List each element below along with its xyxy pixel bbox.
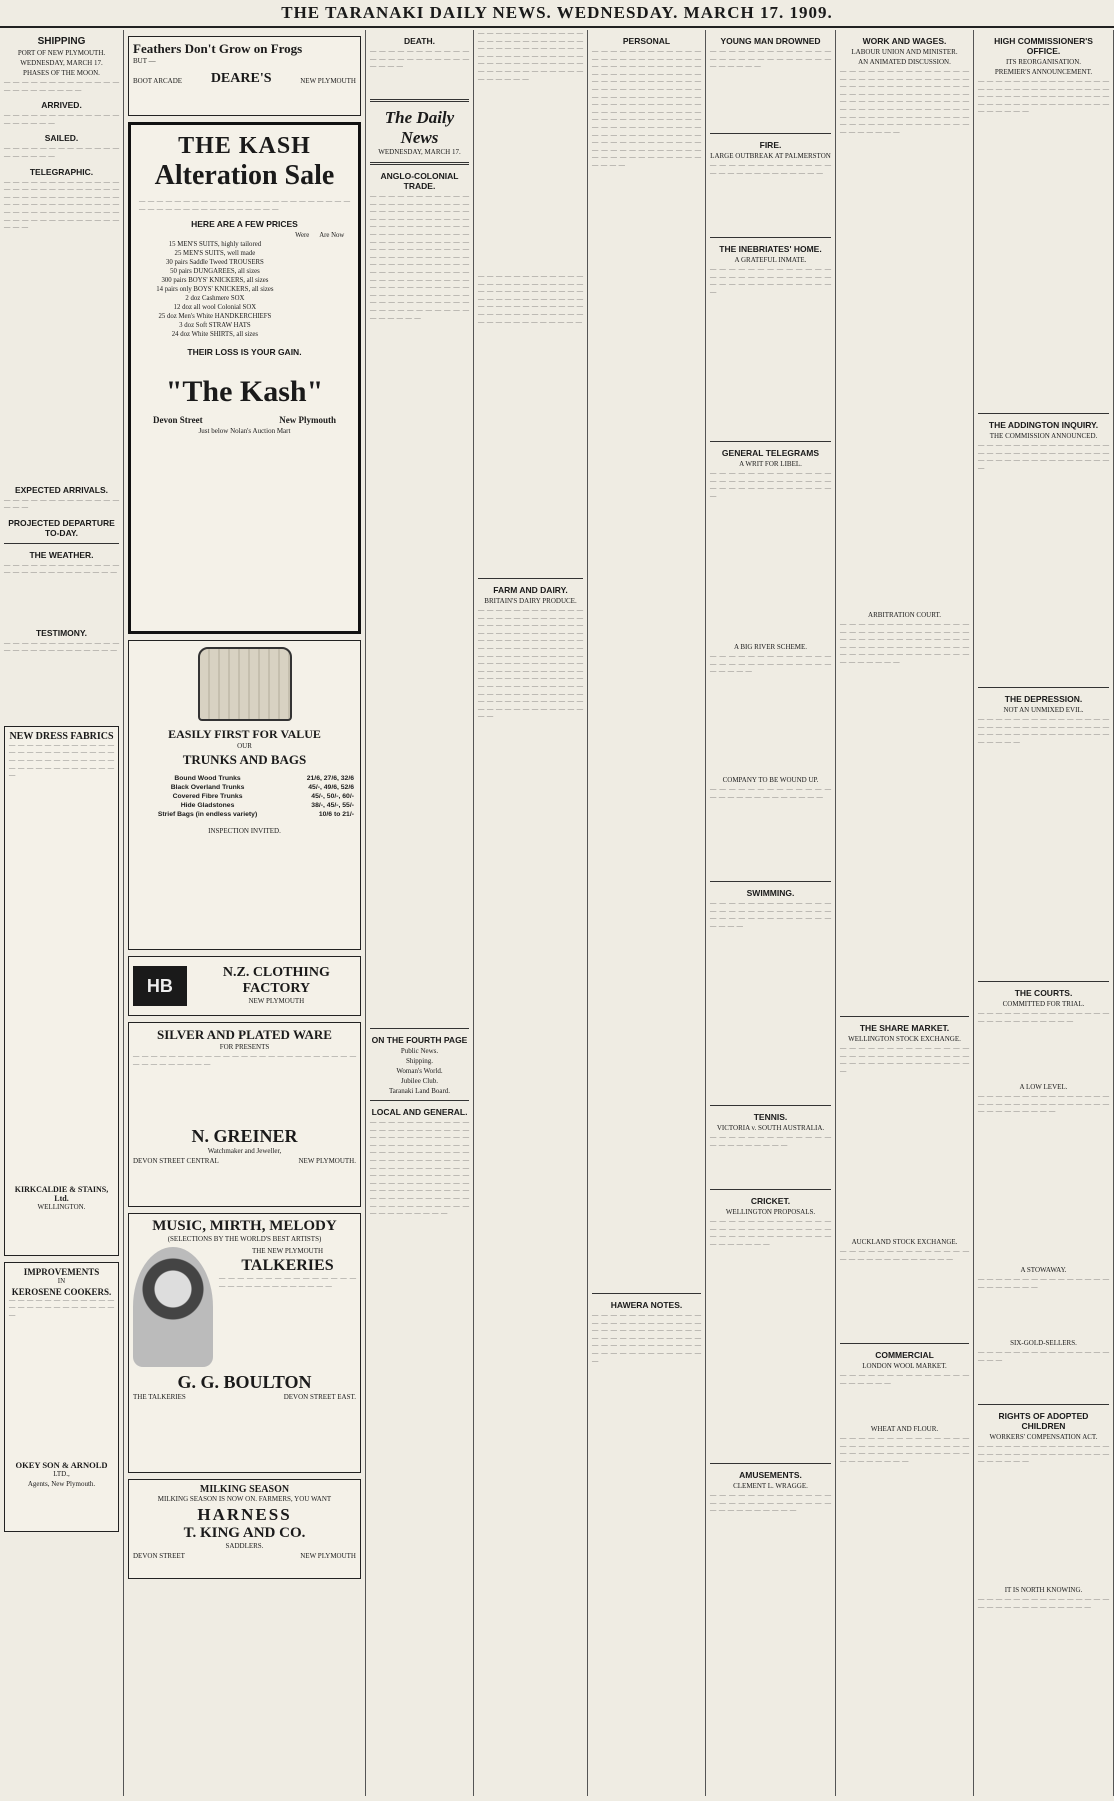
trunks-title-1: EASILY FIRST FOR VALUE xyxy=(168,727,321,741)
item: 2 doz Cashmere SOX xyxy=(185,295,245,303)
north-subheading: IT IS NORTH KNOWING. xyxy=(1004,1586,1083,1594)
stowaway-subheading: A STOWAWAY. xyxy=(1020,1266,1067,1274)
fire-heading: FIRE. xyxy=(759,140,782,150)
fire-subheading: LARGE OUTBREAK AT PALMERSTON xyxy=(710,152,831,160)
column-8 xyxy=(974,30,1114,1796)
trunk-name: Bound Wood Trunks xyxy=(174,775,241,782)
kash-title: THE KASH xyxy=(178,133,311,159)
body-text: — — — — — — — — — — — — — — — — — — — — — — xyxy=(978,1276,1109,1291)
boulton-name: G. G. BOULTON xyxy=(177,1372,312,1392)
item: 300 pairs BOYS' KNICKERS, all sizes xyxy=(161,277,269,285)
greiner-town: NEW PLYMOUTH. xyxy=(298,1157,356,1165)
company-subheading: COMPANY TO BE WOUND UP. xyxy=(722,776,819,784)
body-text: — — — — — — — — — — — — — — — — — — — — — — xyxy=(4,79,119,94)
table-row xyxy=(133,783,356,792)
nz-clothing-ad xyxy=(128,956,361,1016)
body-text: — — — — — — — — — — — — — — — — — — — — — — — — — — — — — — — — — — — — — — — — — — — xyxy=(840,1045,969,1075)
general-heading: GENERAL TELEGRAMS xyxy=(721,448,820,458)
body-text: — — — — — — — — — — — — — — — — — — — — — — — — — — — xyxy=(840,1248,969,1263)
table-row xyxy=(133,774,356,783)
tennis-subheading: VICTORIA v. SOUTH AUSTRALIA. xyxy=(716,1124,825,1132)
table-row xyxy=(133,810,356,819)
frogs-but: BUT — xyxy=(133,57,156,65)
were-header: Were xyxy=(295,232,310,240)
inebriates-subheading: A GRATEFUL INMATE. xyxy=(734,256,807,264)
kash-street: Devon Street xyxy=(153,415,203,426)
table-row xyxy=(139,312,350,321)
silver-ad xyxy=(128,1022,361,1207)
dress-heading: NEW DRESS FABRICS xyxy=(9,730,114,742)
work-heading: WORK AND WAGES. xyxy=(862,36,947,46)
moon-subheading: PHASES OF THE MOON. xyxy=(23,69,100,77)
column-7 xyxy=(836,30,974,1796)
music-talkeries: TALKERIES xyxy=(241,1257,334,1274)
arbitration-subheading: ARBITRATION COURT. xyxy=(868,611,941,619)
kero-heading-3: KEROSENE COOKERS. xyxy=(11,1286,112,1297)
greiner-name: N. GREINER xyxy=(191,1126,298,1146)
dress-fabrics-ad xyxy=(4,726,119,1256)
boulton-right: DEVON STREET EAST. xyxy=(283,1393,356,1401)
item: 30 pairs Saddle Tweed TROUSERS xyxy=(166,259,264,267)
table-row xyxy=(133,801,356,810)
body-text: — — — — — — — — — — — — — — — — — — — — — — — — — — — — — — — — — — — — — — — — — — — — — — — — — — — — — — — — — — — — — — — — — — — — — — — — — — — — — — — — — — — — — — — — — — — — — — — — — — — — — — — — — — — — — — — — — — — — — — — xyxy=(840,68,969,136)
anglo-heading: ANGLO-COLONIAL TRADE. xyxy=(380,171,459,191)
body-text: — — — — — — — — — — — — — — — — — — — — — — — — — — xyxy=(370,48,469,71)
body-text: — — — — — — — — — — — — — — — — — — — — — — — — — — — — — — — — — — — — — — — — — — — — — — — — — — — — — — — — — — — — — — — — — — — — — — — — — — — — — — — — — — — — — — — — — — — — — — — — — — — — — — — — — — — — — — — — — — — — — — — — — — — — — — — — — — — — — — — — — — — — — — — — — — — — — — — — — — — — — — — — — — — — — — — — — — — — — — — — — — — — — — — — xyxy=(592,48,701,169)
workers-subheading: WORKERS' COMPENSATION ACT. xyxy=(989,1433,1098,1441)
now-header: Are Now xyxy=(319,232,345,240)
body-text: — — — — — — — — — — — — — — — — xyxy=(4,496,119,512)
body-text: — — — — — — — — — — — — — — — — — — — — — — — — — — — — — — — — — — — — — — — — — — — — — — — — — — — — — — — — — — — — — — — — — — — — — — — — — — — — — — — — — — — — — — — — — — — — — — — — — — — — — — — — — — — — — — — — — — — — — — — — — — — — — — — — — — — — — — — — — — — — — — — — — — — — — — — — — — — — — — — — — — — — — — — — — — — — — — — — — — — — — — xyxy=(370,193,469,322)
kash-alteration: Alteration Sale xyxy=(154,160,335,191)
item: 12 doz all wool Colonial SOX xyxy=(173,304,257,312)
music-t3: THE NEW PLYMOUTH xyxy=(251,1247,324,1255)
fourth-item: Shipping. xyxy=(405,1057,434,1065)
body-text: — — — — — — — — — — — — — — — — — — — — — — — — — — — — — — — — — — — — — — — — — — — — — — — — — — — — — — — — — — — — — — — — — — — — — — — — — xyxy=(592,1312,701,1365)
silver-sub: FOR PRESENTS xyxy=(219,1043,270,1051)
body-text: — — — — — — — — — — — — — — — — — — — — — — — — — — — — — — — — — — — — xyxy=(710,1492,831,1515)
big-river-subheading: A BIG RIVER SCHEME. xyxy=(733,643,808,651)
expected-heading: EXPECTED ARRIVALS. xyxy=(14,484,109,495)
body-text: — — — — — — — — — — — — — — — — — — — — — — — — — — — — — — — — — — — — — — — — — — — — — — xyxy=(978,442,1109,472)
item: 25 doz Men's White HANDKERCHIEFS xyxy=(158,313,272,321)
kash-town: New Plymouth xyxy=(279,415,336,426)
boulton-left: THE TALKERIES xyxy=(133,1393,186,1401)
wheat-subheading: WHEAT AND FLOUR. xyxy=(870,1425,939,1433)
column-4 xyxy=(474,30,588,1796)
inebriates-heading: THE INEBRIATES' HOME. xyxy=(719,244,822,254)
table-row xyxy=(139,321,350,330)
wragge-subheading: CLEMENT L. WRAGGE. xyxy=(733,1482,808,1490)
daily-news-title: The Daily News xyxy=(384,108,455,147)
body-text: — — — — — — — — — — — — — — — — — — — — — — — — — — — — — — — — — — — — — — — — — — — — — — — — — — xyxy=(840,1435,969,1465)
body-text: — — — — — — — — — — — — — — — — — — — — — — — — — — — — — — — — — — — — — — — — — — — — — — — — — — — — — — — — — — — — — — — — — — — — — — — — — — — — — — — — — xyxy=(4,178,119,232)
frogs-brand: DEARE'S xyxy=(210,71,272,86)
trunks-title-2: OUR xyxy=(237,742,252,750)
fourth-item: Public News. xyxy=(400,1047,439,1055)
kash-prices-heading: HERE ARE A FEW PRICES xyxy=(191,219,298,230)
body-text: — — — — — — — — — — — — — — — — — — — — — — — — — — — — xyxy=(219,1275,356,1290)
fourth-item: Woman's World. xyxy=(396,1067,443,1075)
milk-sub: MILKING SEASON IS NOW ON. FARMERS, YOU WANT xyxy=(157,1495,332,1503)
kash-price-table xyxy=(139,231,350,339)
body-text: — — — — — — — — — — — — — — — — — — — — — — — — — — — — — — — — — — — — — — — — — — — — — — xyxy=(710,1218,831,1248)
sixgold-subheading: SIX-GOLD-SELLERS. xyxy=(1010,1339,1077,1347)
king-trade: SADDLERS. xyxy=(225,1542,264,1550)
tennis-heading: TENNIS. xyxy=(753,1112,788,1122)
trunk-name: Black Overland Trunks xyxy=(170,784,245,791)
hc-sub-2: PREMIER'S ANNOUNCEMENT. xyxy=(994,68,1093,76)
depression-heading: THE DEPRESSION. xyxy=(1004,694,1083,704)
commercial-heading: COMMERCIAL xyxy=(875,1350,934,1360)
table-row xyxy=(139,249,350,258)
trunk-name: Hide Gladstones xyxy=(180,802,235,809)
trunk-name: Covered Fibre Trunks xyxy=(172,793,243,800)
dress-footer: KIRKCALDIE & STAINS, Ltd. xyxy=(14,1184,109,1203)
body-text: — — — — — — — — — — — — — — — — — — — — — — — — — — — — — — — — xyxy=(710,48,831,71)
body-text: — — — — — — — — — — — — — — — — — — — — — — — — — — xyxy=(4,561,119,577)
kash-loss: THEIR LOSS IS YOUR GAIN. xyxy=(187,347,302,358)
swimming-heading: SWIMMING. xyxy=(746,888,795,898)
body-text: — — — — — — — — — — — — — — — — — — — — — — — — — — — — — — — — — — — — — — — — xyxy=(710,470,831,500)
rights-heading: RIGHTS OF ADOPTED CHILDREN xyxy=(998,1411,1089,1431)
trunk-price: 45/-, 49/6, 52/6 xyxy=(308,784,354,791)
body-text: — — — — — — — — — — — — — — — — — — — — — — — — — xyxy=(9,1296,114,1319)
cricket-heading: CRICKET. xyxy=(750,1196,791,1206)
body-text: — — — — — — — — — — — — — — — — — — — — — — — — — — — — — — — — — — — — — — — — xyxy=(139,198,350,213)
table-row xyxy=(139,240,350,249)
trunk-price: 38/-, 45/-, 55/- xyxy=(311,802,354,809)
column-2 xyxy=(124,30,366,1796)
labour-sub-2: AN ANIMATED DISCUSSION. xyxy=(858,58,951,66)
frogs-right: NEW PLYMOUTH xyxy=(300,77,356,85)
share-heading: THE SHARE MARKET. xyxy=(859,1023,950,1033)
body-text: — — — — — — — — — — — — — — — — — — — — — — — — — — — — — — — — — — — — — — — xyxy=(978,1093,1109,1116)
trunk-price: 21/6, 27/6, 32/6 xyxy=(306,775,354,782)
kero-footer-3: Agents, New Plymouth. xyxy=(27,1479,96,1488)
trunks-ad xyxy=(128,640,361,950)
depression-subheading: NOT AN UNMIXED EVIL. xyxy=(1003,706,1084,714)
body-text: — — — — — — — — — — — — — — — — — — — — — — — — — — xyxy=(4,639,119,655)
general-subheading: A WRIT FOR LIBEL. xyxy=(739,460,802,468)
table-row xyxy=(139,303,350,312)
body-text: — — — — — — — — — — — — — — — — — — — — — — — — — — — — — — — — — — — — — — — — — — — — — — — — — — xyxy=(978,716,1109,746)
king-name: T. KING AND CO. xyxy=(183,1525,306,1541)
body-text: — — — — — — — — — — — — — — — — — — xyxy=(978,1349,1109,1364)
silver-title: SILVER AND PLATED WARE xyxy=(157,1027,332,1042)
music-sub: (SELECTIONS BY THE WORLD'S BEST ARTISTS) xyxy=(167,1235,322,1243)
body-text: — — — — — — — — — — — — — — — — — — — — — — — — — — xyxy=(710,162,831,177)
labour-subheading: LABOUR UNION AND MINISTER. xyxy=(851,48,958,56)
kero-heading-1: IMPROVEMENTS xyxy=(23,1266,100,1277)
kash-below: Just below Nolan's Auction Mart xyxy=(198,427,291,436)
body-text: — — — — — — — — — — — — — — — — — — — — xyxy=(840,1372,969,1387)
body-text: — — — — — — — — — — — — — — — — — — — xyxy=(4,112,119,127)
body-text: — — — — — — — — — — — — — — — — — — — — — — — — — — — — xyxy=(978,1596,1109,1611)
king-left: DEVON STREET xyxy=(133,1552,185,1560)
fourth-page-heading: ON THE FOURTH PAGE xyxy=(371,1035,468,1045)
telegraphic-heading: TELEGRAPHIC. xyxy=(29,166,94,177)
milking-ad xyxy=(128,1479,361,1579)
frogs-left: BOOT ARCADE xyxy=(133,77,183,85)
body-text: — — — — — — — — — — — — — — — — — — — — — — — — — — — — — — — — — — — — — — — — — — — — — — — — — — — — — — — — — — — — — — — — — — xyxy=(978,78,1109,116)
table-row xyxy=(139,285,350,294)
body-text: — — — — — — — — — — — — — — — — — — — — — — — — — — — — — — — — — — — — — — — — — — — — — — — — — — — — — — — — — — — — — — — — — — — — — — — — — — — — — xyxy=(840,621,969,666)
item: 3 doz Soft STRAW HATS xyxy=(179,322,251,330)
table-row xyxy=(139,294,350,303)
lowlevel-subheading: A LOW LEVEL. xyxy=(1019,1083,1068,1091)
nz-title: N.Z. CLOTHING FACTORY xyxy=(222,965,330,996)
arrived-heading: ARRIVED. xyxy=(41,100,82,111)
body-text: — — — — — — — — — — — — — — — — — — — — — — — — — — — — — — — — — — — — — — — — — — — — — — — — — xyxy=(9,741,114,780)
item: 14 pairs only BOYS' KNICKERS, all sizes xyxy=(156,286,274,294)
projected-heading: PROJECTED DEPARTURE TO-DAY. xyxy=(8,517,115,538)
body-text: — — — — — — — — — — — — — — — — — — — — — — — — — — — — — — — — — — — — — — — — — — — — — — — — — — — — — — — — — — — — — — — — — — — — — — — — — — — — — — — — — — — — — — — — — — — — — — — — — — — — — — — — — — — — — — — — — — — — — — — — — — — — — — — — — — — — — — — — — — — — — xyxy=(370,1119,469,1218)
britain-subheading: BRITAIN'S DAIRY PRODUCE. xyxy=(484,597,577,605)
young-man-heading: YOUNG MAN DROWNED xyxy=(720,36,821,46)
body-text: — — — — — — — — — — — — — — — — — — — — — — — — — — — — — — — — — — — — — — — — — — — xyxy=(710,900,831,930)
table-row xyxy=(133,792,356,801)
date-subheading: WEDNESDAY, MARCH 17. xyxy=(20,59,103,67)
inspection: INSPECTION INVITED. xyxy=(208,827,281,835)
body-text: — — — — — — — — — — — — — — — — — — — — — — — — — — — — — — — — — — — — — — — — — — — — — — — — — — — — — — — — — — — — — — — — — — — — — — — — — — — — — — — — — — — — xyxy=(478,273,583,326)
wool-subheading: LONDON WOOL MARKET. xyxy=(862,1362,947,1370)
table-row xyxy=(139,330,350,339)
amusements-heading: AMUSEMENTS. xyxy=(739,1470,802,1480)
frogs-title: Feathers Don't Grow on Frogs xyxy=(133,41,303,56)
item: 24 doz White SHIRTS, all sizes xyxy=(171,331,259,339)
milk-harness: HARNESS xyxy=(197,1505,292,1524)
trunks-title-3: TRUNKS AND BAGS xyxy=(182,752,307,767)
trunks-table xyxy=(133,774,356,819)
farm-heading: FARM AND DAIRY. xyxy=(493,585,568,595)
column-1 xyxy=(0,30,124,1796)
table-row xyxy=(139,267,350,276)
addington-heading: THE ADDINGTON INQUIRY. xyxy=(988,420,1099,430)
shipping-heading: SHIPPING xyxy=(37,36,86,47)
music-ad xyxy=(128,1213,361,1473)
body-text: — — — — — — — — — — — — — — — — — — — — — — — — — — — — — — — — — — xyxy=(133,1053,356,1068)
port-subheading: PORT OF NEW PLYMOUTH. xyxy=(17,49,106,57)
addington-subheading: THE COMMISSION ANNOUNCED. xyxy=(989,432,1098,440)
personal-heading: PERSONAL xyxy=(622,36,671,46)
dress-place: WELLINGTON. xyxy=(37,1202,86,1211)
kero-footer: OKEY SON & ARNOLD xyxy=(15,1459,108,1470)
column-6 xyxy=(706,30,836,1796)
hc-heading: HIGH COMMISSIONER'S OFFICE. xyxy=(994,36,1093,56)
kero-footer-2: LTD., xyxy=(53,1469,70,1478)
body-text: — — — — — — — — — — — — — — — — — — — — — — — — — — — — — — — — — — — — — — — — xyxy=(710,266,831,296)
greiner-trade: Watchmaker and Jeweller, xyxy=(207,1147,282,1155)
share-subheading: WELLINGTON STOCK EXCHANGE. xyxy=(848,1035,961,1043)
table-row xyxy=(139,276,350,285)
cricket-subheading: WELLINGTON PROPOSALS. xyxy=(725,1208,816,1216)
body-text: — — — — — — — — — — — — — — — — — — — — — — — — — — xyxy=(710,786,831,801)
trunk-name: Strief Bags (in endless variety) xyxy=(157,811,258,818)
kash-brand: "The Kash" xyxy=(165,375,324,409)
frogs-ad xyxy=(128,36,361,116)
courts-heading: THE COURTS. xyxy=(1014,988,1073,998)
death-heading: DEATH. xyxy=(403,36,435,46)
greiner-street: DEVON STREET CENTRAL xyxy=(133,1157,219,1165)
testimony-heading: TESTIMONY. xyxy=(35,627,87,638)
kerosene-ad xyxy=(4,1262,119,1532)
fourth-item: Taranaki Land Board. xyxy=(388,1087,451,1095)
table-row xyxy=(139,258,350,267)
hc-sub-1: ITS REORGANISATION. xyxy=(1005,58,1082,66)
kash-ad xyxy=(128,122,361,634)
fourth-item: Jubilee Club. xyxy=(401,1077,438,1085)
trunk-price: 45/-, 50/-, 60/- xyxy=(311,793,354,800)
hb-logo: HB xyxy=(133,966,187,1006)
item: 50 pairs DUNGAREES, all sizes xyxy=(170,268,260,276)
local-heading: LOCAL AND GENERAL. xyxy=(371,1107,468,1117)
body-text: — — — — — — — — — — — — — — — — — — — — — — — — — — — — — — — — — — — — — — — — — — — — — — — — — — — — — — — — — — — — — — — — — — — — — — — — — — — — — — — — — — — — — — — — — — — — — — — — — — — — — — — — — — — — — — — — — — — — — — — — — — — — — — — — — — — — — — — — — — — — — — — — — — — — — — — — — — — — — — — — — — — — — — — — — — xyxy=(478,607,583,721)
weather-heading: THE WEATHER. xyxy=(29,549,94,560)
gramophone-picture xyxy=(133,1247,213,1367)
item: 25 MEN'S SUITS, well made xyxy=(174,250,256,258)
masthead: THE TARANAKI DAILY NEWS. WEDNESDAY. MARCH 17. 1909. xyxy=(0,0,1114,28)
column-3 xyxy=(366,30,474,1796)
body-text: — — — — — — — — — — — — — — — — — — — — — — — — — — — — — — — xyxy=(710,653,831,676)
body-text: — — — — — — — — — — — — — — — — — — — — — — — — — — xyxy=(978,1010,1109,1025)
daily-news-date: WEDNESDAY, MARCH 17. xyxy=(378,148,461,156)
hawera-heading: HAWERA NOTES. xyxy=(610,1300,683,1310)
music-title: MUSIC, MIRTH, MELODY xyxy=(152,1218,337,1234)
body-text: — — — — — — — — — — — — — — — — — — — — — — — — — — — — — — — — — — — — xyxy=(978,1443,1109,1466)
kero-heading-2: IN xyxy=(57,1276,66,1285)
nz-town: NEW PLYMOUTH xyxy=(248,997,305,1005)
column-5 xyxy=(588,30,706,1796)
body-text: — — — — — — — — — — — — — — — — — — — xyxy=(4,145,119,160)
item: 15 MEN'S SUITS, highly tailored xyxy=(168,241,262,249)
auckland-subheading: AUCKLAND STOCK EXCHANGE. xyxy=(851,1238,958,1246)
trunk-price: 10/6 to 21/- xyxy=(318,811,354,818)
trunk-picture xyxy=(198,647,292,721)
king-right: NEW PLYMOUTH xyxy=(300,1552,356,1560)
body-text: — — — — — — — — — — — — — — — — — — — — — — xyxy=(710,1134,831,1149)
body-text: — — — — — — — — — — — — — — — — — — — — — — — — — — — — — — — — — — — — — — — — — — — — — — — — — — — — — — — — — — — — — — — — — — — — — — — — — — — — — — xyxy=(478,30,583,83)
milk-title: MILKING SEASON xyxy=(199,1484,290,1495)
committed-subheading: COMMITTED FOR TRIAL. xyxy=(1002,1000,1085,1008)
sailed-heading: SAILED. xyxy=(44,133,79,144)
